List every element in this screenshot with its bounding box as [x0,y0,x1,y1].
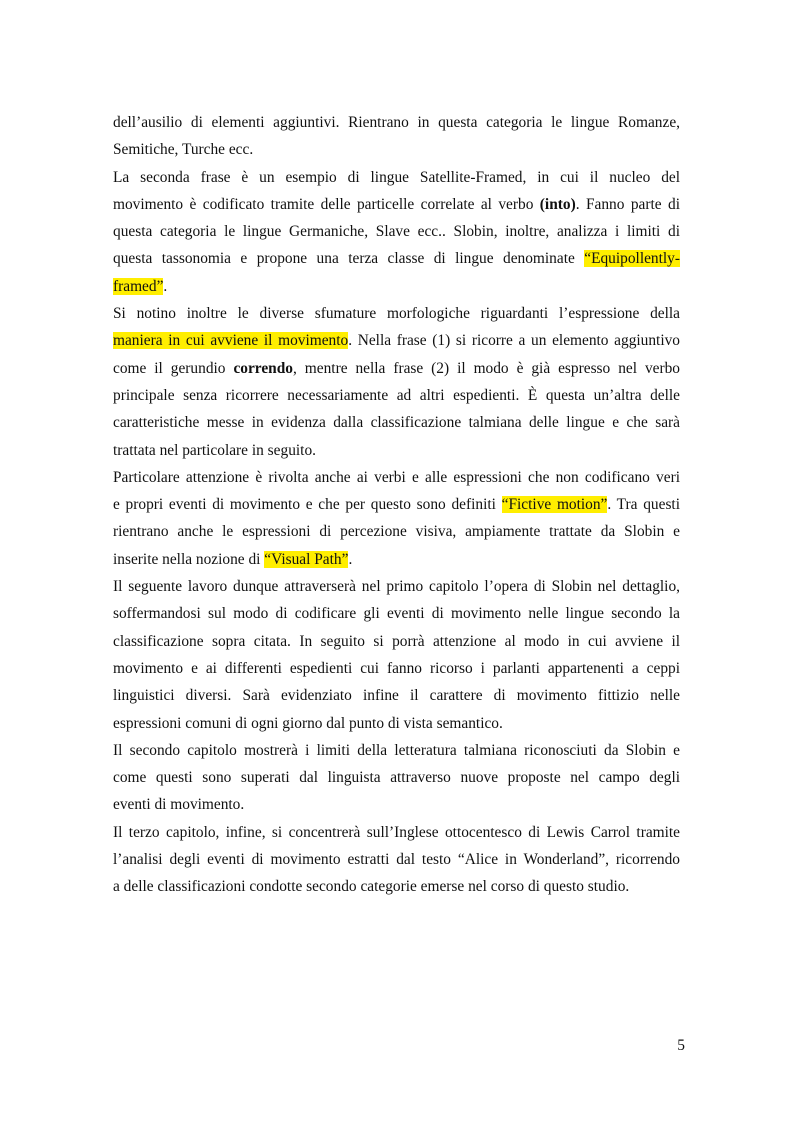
text-line [113,191,680,218]
text-run: Semitiche, Turche ecc. [113,141,254,159]
text-run: questa tassonomia e propone una terza classe di lingue denominate [113,250,585,268]
text-line [113,573,680,600]
text-line [113,409,680,436]
text-line [113,518,680,545]
text-line [113,819,680,846]
text-run: soffermandosi sul modo di codificare gli eventi di movimento nelle lingue secondo la [113,605,680,623]
text-line [113,164,680,191]
paragraph [113,819,680,901]
text-run: linguistici diversi. Sarà evidenziato infine il carattere di movimento fittizio nelle [113,687,680,705]
text-run: principale senza ricorrere necessariamente ad altri espedienti. È questa un’altra delle [113,386,680,404]
paragraph [113,573,680,737]
text-line [113,791,680,818]
text-line [113,628,680,655]
page-number: 5 [677,1037,685,1054]
text-line [113,491,680,518]
text-line [113,546,680,573]
paragraph [113,464,680,573]
text-line [113,355,680,382]
text-line [113,846,680,873]
text-run: rientrano anche le espressioni di percezione visiva, ampiamente trattate da Slobin e [113,523,680,541]
text-line [113,273,680,300]
text-line [113,300,680,327]
text-line [113,464,680,491]
text-line [113,218,680,245]
text-run: . Fanno parte di [575,195,680,213]
text-run: movimento è codificato tramite delle particelle correlate al verbo [113,195,540,213]
text-run: , mentre nella frase (2) il modo è già espresso nel verbo [293,359,680,377]
bold-term: (into) [539,195,576,213]
text-line [113,245,680,272]
text-run: . Nella frase (1) si ricorre a un elemento aggiuntivo [348,332,680,350]
text-line [113,136,680,163]
text-run: espressioni comuni di ogni giorno dal punto di vista semantico. [113,714,503,732]
highlighted-text: “Fictive motion” [501,496,608,514]
text-line [113,764,680,791]
text-run: l’analisi degli eventi di movimento estratti dal testo “Alice in Wonderland”, ricorrendo [113,851,680,869]
text-run: questa categoria le lingue Germaniche, Slave ecc.. Slobin, inoltre, analizza i limiti di [113,223,680,241]
text-run: classificazione sopra citata. In seguito si porrà attenzione al modo in cui avviene il [113,632,680,650]
text-run: come il gerundio [113,359,234,377]
text-line [113,737,680,764]
paragraph [113,737,680,819]
highlighted-text: “Equipollently- [584,250,680,268]
text-line [113,873,680,900]
text-run: La seconda frase è un esempio di lingue Satellite-Framed, in cui il nucleo del [113,168,680,186]
bold-term: correndo [233,359,293,377]
text-run: . Tra questi [607,496,680,514]
text-run: dell’ausilio di elementi aggiuntivi. Rientrano in questa categoria le lingue Romanze, [113,114,680,131]
text-run: a delle classificazioni condotte secondo categorie emerse nel corso di questo studio. [113,878,630,896]
text-line [113,109,680,136]
text-run: eventi di movimento. [113,796,245,814]
highlighted-text: framed” [113,277,164,295]
paragraph [113,300,680,464]
highlighted-text: “Visual Path” [264,550,349,568]
text-run: . [163,277,168,295]
text-run: inserite nella nozione di [113,550,265,568]
text-run: e propri eventi di movimento e che per questo sono definiti [113,496,502,514]
text-run: Si notino inoltre le diverse sfumature morfologiche riguardanti l’espressione della [113,305,680,323]
text-run: trattata nel particolare in seguito. [113,441,316,459]
body-text [113,109,680,901]
text-line [113,655,680,682]
text-line [113,600,680,627]
text-line [113,437,680,464]
highlighted-text: maniera in cui avviene il movimento [113,332,349,350]
text-run: Il secondo capitolo mostrerà i limiti della letteratura talmiana riconosciuti da Slobin e [113,741,680,759]
text-line [113,327,680,354]
paragraph [113,109,680,164]
text-line [113,710,680,737]
text-run: caratteristiche messe in evidenza dalla classificazione talmiana delle lingue e che sarà [113,414,680,432]
text-run: Il terzo capitolo, infine, si concentrerà sull’Inglese ottocentesco di Lewis Carrol tramite [113,823,680,841]
text-run: movimento e ai differenti espedienti cui fanno ricorso i parlanti appartenenti a ceppi [113,659,680,677]
text-line [113,382,680,409]
text-run: Il seguente lavoro dunque attraverserà nel primo capitolo l’opera di Slobin nel dettaglio, [113,578,680,596]
paragraph [113,164,680,300]
text-run: . [348,550,353,568]
text-run: come questi sono superati dal linguista attraverso nuove proposte nel campo degli [113,769,680,787]
text-line [113,682,680,709]
text-run: Particolare attenzione è rivolta anche ai verbi e alle espressioni che non codificano veri [113,468,680,486]
